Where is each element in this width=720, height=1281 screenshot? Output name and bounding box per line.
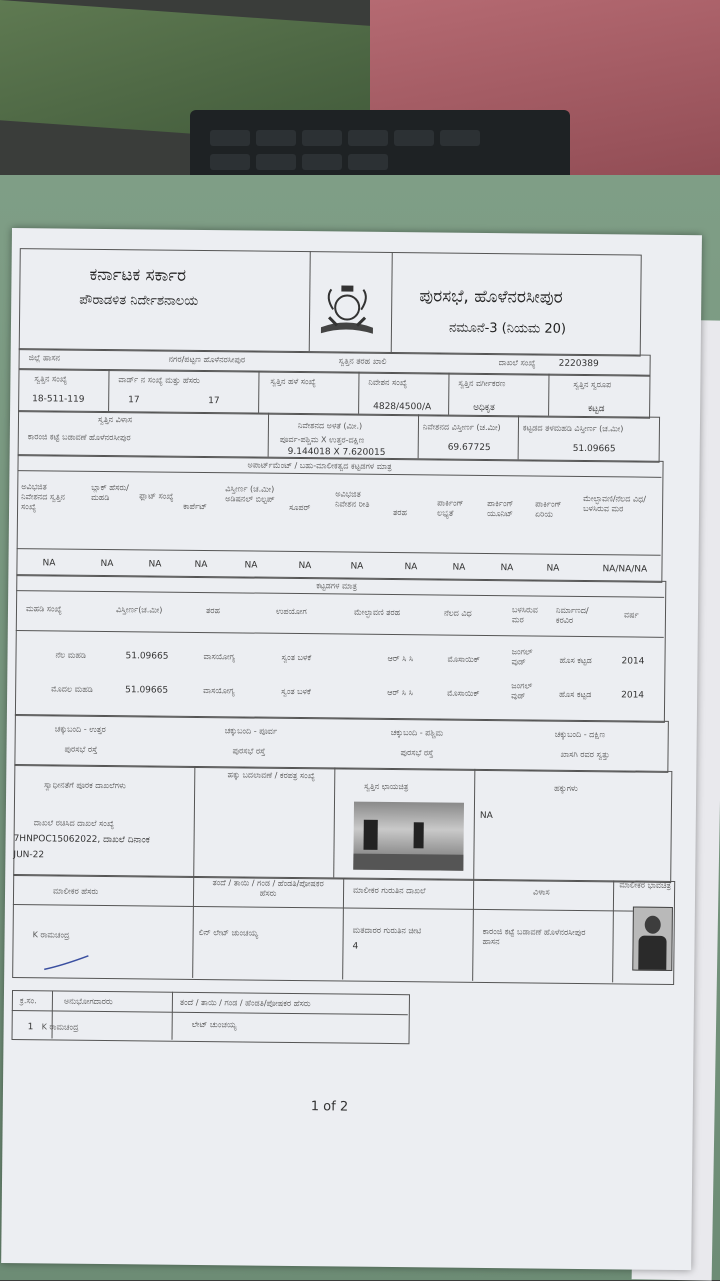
form-text: ಪಾರ್ಕಿಂಗ್ ಏರಿಯ (534, 499, 562, 519)
form-text: ಚಕ್ಕುಬಂದಿ - ಪಶ್ಚಿಮ (390, 727, 444, 738)
govt-title: ಕರ್ನಾಟಕ ಸರ್ಕಾರ (89, 264, 187, 286)
form-text: ನಿವೇಶನದ ವಿಸ್ತೀರ್ಣ (ಚ.ಮೀ) (422, 422, 501, 433)
form-text: NA (148, 559, 162, 570)
form-text: ಸ್ವತ್ತಿನ ಸ್ವರೂಪ (573, 379, 612, 390)
floor-ground: ನೆಲ ಮಹಡಿ (55, 650, 87, 660)
floor-first: ಮೊದಲ ಮಹಡಿ (51, 684, 93, 694)
form-text: ಆರ್ ಸಿ ಸಿ (387, 653, 414, 664)
site-dimensions: 9.144018 X 7.620015 (287, 446, 386, 458)
form-text: ಅವಿಭಜಿತ ನಿವೇಶನ ರೀತಿ (335, 489, 370, 509)
form-text: ಬಳಸಿರುವ ಮರ (511, 605, 538, 625)
boundaries-table (14, 714, 669, 773)
municipality-name: ಪುರಸಭೆ, ಹೊಳೆನರಸೀಪುರ (419, 286, 563, 308)
form-text: ಲೇಟ್ ಚುಂಚಯ್ಯ (191, 1019, 237, 1030)
form-text: ವಿಸ್ತೀರ್ಣ (ಚ.ಮೀ) ಅಡಿಷನಲ್ ಬಿಲ್ಟಪ್ (225, 484, 275, 504)
form-text: ಮತದಾರರ ಗುರುತಿನ ಚೀಟಿ (352, 925, 422, 936)
form-text: ಮಾಲೀಕರ ಭಾವಚಿತ್ರ (619, 880, 671, 890)
form-text: ಉಪಯೋಗ (275, 606, 307, 617)
form-text: ಬ್ಲಾಕ್ ಹೆಸರು/ ಮಹಡಿ (91, 482, 129, 503)
form-text: ಚಕ್ಕುಬಂದಿ - ದಕ್ಷಿಣ (554, 729, 606, 740)
form-number: ನಮೂನೆ-3 (ನಿಯಮ 20) (448, 320, 567, 337)
apartment-title: ಅಪಾರ್ಟ್‌ಮೆಂಟ್ / ಬಹು-ಮಾಲೀಕತ್ವದ ಕಟ್ಟಡಗಳ ಮಾತ್ರ (247, 460, 392, 471)
form-text: NA/NA/NA (602, 564, 648, 575)
form-text: ನಿರ್ಮಾಣದ/ ಕರವಿರ (555, 605, 589, 625)
property-document (1, 228, 702, 1270)
form-text: ಮಾಲೀಕರ ಹೆಸರು (53, 886, 99, 896)
form-text: ಸ್ವಂತ ಬಳಕೆ (281, 652, 312, 663)
form-text: ವಿಸ್ತೀರ್ಣ(ಚ.ಮೀ) (115, 605, 163, 615)
form-text: ಮೊಸಾಯಿಕ್ (447, 688, 480, 698)
form-text: NA (100, 558, 114, 570)
form-text: ನೆಲದ ವಿಧ (443, 608, 472, 618)
boundary-east: ಪುರಸಭೆ ರಸ್ತೆ (232, 746, 266, 756)
form-text: ಕ್ರ.ಸಂ. (19, 996, 37, 1006)
state-emblem-icon (311, 277, 384, 344)
form-text: ದಾಖಲೆ ಸಂಖ್ಯೆ (498, 358, 536, 368)
form-text: ಅಧಿಕೃತ (473, 402, 495, 414)
form-text: ಪಾರ್ಕಿಂಗ್ ಯೂನಿಟ್ (486, 498, 514, 519)
page-number: 1 of 2 (310, 1099, 349, 1115)
building-title: ಕಟ್ಟಡಗಳ ಮಾತ್ರ (316, 581, 358, 591)
entry-number: 2220389 (558, 358, 599, 370)
site-area: 69.67725 (447, 442, 491, 454)
form-text: ಮೇಲ್ಛಾವಣಿ/ನೆಲದ ವಿಧ/ಬಳಸಿರುವ ಮರ (583, 493, 647, 514)
form-text: NA (244, 560, 258, 571)
boundary-west: ಪುರಸಭೆ ರಸ್ತೆ (400, 748, 434, 758)
form-text: ಸ್ವತ್ತಿನ ವಿಳಾಸ (97, 414, 133, 425)
form-text: ಜಂಗಲ್ ವುಡ್ (511, 681, 533, 701)
boundary-south: ಖಾಸಗಿ ರವರ ಸ್ವತ್ತು (560, 749, 610, 760)
site-number: 4828/4500/A (373, 401, 432, 413)
document-number: 7HNPOC15062022, ದಾಖಲೆ ದಿನಾಂಕ (13, 834, 150, 846)
form-text: NA (452, 562, 466, 573)
form-text: ಪೂರ್ವ-ಪಶ್ಚಿಮ X ಉತ್ತರ-ದಕ್ಷಿಣ (279, 434, 365, 445)
form-text: ಚಕ್ಕುಬಂದಿ - ಉತ್ತರ (54, 724, 106, 735)
form-text: ವರ್ಷ (623, 610, 639, 620)
form-text: ಸ್ವಂತ ಬಳಕೆ (281, 686, 311, 697)
form-text: ಚಕ್ಕುಬಂದಿ - ಪೂರ್ವ (224, 726, 278, 736)
form-text: NA (42, 558, 56, 569)
form-text: NA (404, 562, 418, 573)
form-text: ಹೊಸ ಕಟ್ಟಡ (559, 689, 592, 700)
form-text: 51.09665 (125, 651, 169, 662)
form-text: NA (350, 561, 364, 572)
property-photo (353, 802, 464, 871)
form-text: ಸ್ವತ್ತಿನ ಹಳೆ ಸಂಖ್ಯೆ (270, 376, 316, 387)
form-text: ಕಾರ್ಪೆಟ್ (183, 501, 208, 512)
form-text: 2014 (621, 690, 645, 701)
form-text: ಹಕ್ಕುಗಳು (554, 783, 578, 793)
form-text: NA (479, 810, 493, 822)
form-text: ತಂದೆ / ತಾಯಿ / ಗಂಡ / ಹೆಂಡತಿ/ಪೋಷಕರ ಹೆಸರು (179, 997, 311, 1009)
form-text: ವಾರ್ಡ್ ನ ಸಂಖ್ಯೆ ಮತ್ತು ಹೆಸರು (118, 375, 200, 385)
form-text: ತಂದೆ / ತಾಯಿ / ಗಂಡ / ಹೆಂಡತಿ/ಪೋಷಕರ ಹೆಸರು (212, 878, 324, 898)
form-text: ಮೊಸಾಯಿಕ್ (447, 654, 480, 664)
form-text: NA (546, 563, 560, 574)
form-text: ಸ್ವತ್ತಿನ ಸಂಖ್ಯೆ (34, 374, 68, 384)
form-text: ಸ್ವಾಧೀನತೆಗೆ ಪೂರಕ ದಾಖಲೆಗಳು (44, 780, 126, 791)
property-address: ಕಾರಂಜಿ ಕಟ್ಟೆ ಬಡಾವಣೆ ಹೊಳೆನರಸೀಪುರ (27, 432, 131, 443)
form-text: ಸ್ವತ್ತಿನ ತರಹ ಖಾಲಿ (338, 356, 387, 366)
form-text: ಸ್ವತ್ತಿನ ವರ್ಗೀಕರಣ (458, 378, 506, 389)
directorate-title: ಪೌರಾಡಳಿತ ನಿರ್ದೇಶನಾಲಯ (79, 292, 199, 309)
form-text: ವಾಸಯೋಗ್ಯ (203, 652, 236, 662)
form-text: ದಾಖಲೆ ರಚಿಸಿದ ದಾಖಲೆ ಸಂಖ್ಯೆ (33, 818, 115, 829)
form-text: ಅನುಭೋಗದಾರರು (63, 996, 113, 1007)
boundary-north: ಪುರಸಭೆ ರಸ್ತೆ (64, 744, 98, 754)
form-text: 51.09665 (125, 685, 169, 696)
form-text: ಪಾರ್ಕಿಂಗ್ ಲಭ್ಯತೆ (436, 498, 464, 518)
form-text: ಜಂಗಲ್ ವುಡ್ (511, 647, 533, 667)
form-text: 17 (128, 395, 140, 406)
pen-mark-icon (42, 953, 92, 974)
form-text: ನಗರ/ಪಟ್ಟಣ ಹೊಳೆನರಸೀಪುರ (168, 354, 246, 365)
form-text: ವಿಳಾಸ (533, 887, 550, 897)
form-text: 17 (208, 396, 220, 407)
form-text: ಹೊಸ ಕಟ್ಟಡ (559, 655, 592, 666)
form-text: ಮಹಡಿ ಸಂಖ್ಯೆ (25, 604, 62, 614)
form-text: ತರಹ (392, 508, 408, 518)
form-text: NA (194, 559, 208, 571)
form-text: NA (500, 563, 514, 574)
form-text: ತರಹ (205, 606, 221, 616)
form-text: ಅವಿಭಜಿತ ನಿವೇಶನದ ಸ್ವತ್ತಿನ ಸಂಖ್ಯೆ (21, 482, 66, 512)
form-text: ಕಟ್ಟಡದ ತಳಮಹಡಿ ವಿಸ್ತೀರ್ಣ (ಚ.ಮೀ) (522, 423, 624, 434)
form-text: ಹಕ್ಕು ಬದಲಾವಣೆ / ಕರಪತ್ರ ಸಂಖ್ಯೆ (227, 770, 316, 781)
form-text: ಸ್ವತ್ತಿನ ಛಾಯಚಿತ್ರ (364, 781, 409, 792)
owner-photo (632, 907, 673, 971)
heir-name: K ರಾಮಚಂದ್ರ (41, 1022, 79, 1032)
form-text: ಕಟ್ಟಡ (588, 404, 605, 415)
form-text: ಮೇಲ್ಛಾವಣಿ ತರಹ (353, 607, 401, 618)
owner-address: ಕಾರಂಜಿ ಕಟ್ಟೆ ಬಡಾವಣೆ ಹೊಳೆನರಸೀಪುರ ಹಾಸನ (482, 926, 586, 947)
owner-father-name: ಲಿನ್ ಲೇಟ್ ಚುಂಚಯ್ಯ (198, 927, 259, 938)
form-text: ಜಿಲ್ಲೆ ಹಾಸನ (28, 353, 61, 363)
form-text: ಫ್ಲಾಟ್ ಸಂಖ್ಯೆ (139, 491, 174, 501)
owner-name: K ರಾಮಚಂದ್ರ (32, 930, 70, 940)
form-text: 2014 (621, 656, 645, 667)
form-text: ಆರ್ ಸಿ ಸಿ (387, 687, 413, 698)
form-text: JUN-22 (13, 850, 45, 861)
form-text: ವಾಸಯೋಗ್ಯ (203, 686, 235, 696)
form-3 (12, 238, 688, 1115)
form-text: 1 (27, 1022, 34, 1033)
form-text: ನಿವೇಶನದ ಅಳತೆ (ಮೀ.) (297, 421, 363, 431)
property-number: 18-511-119 (32, 394, 85, 405)
form-text: 4 (352, 941, 359, 952)
form-text: NA (298, 561, 312, 572)
form-text: ಸೂಪರ್ (289, 502, 311, 513)
form-text: ಮಾಲೀಕರ ಗುರುತಿನ ದಾಖಲೆ (353, 885, 426, 896)
form-text: ನಿವೇಶನ ಸಂಖ್ಯೆ (368, 377, 408, 388)
built-area: 51.09665 (572, 443, 616, 455)
